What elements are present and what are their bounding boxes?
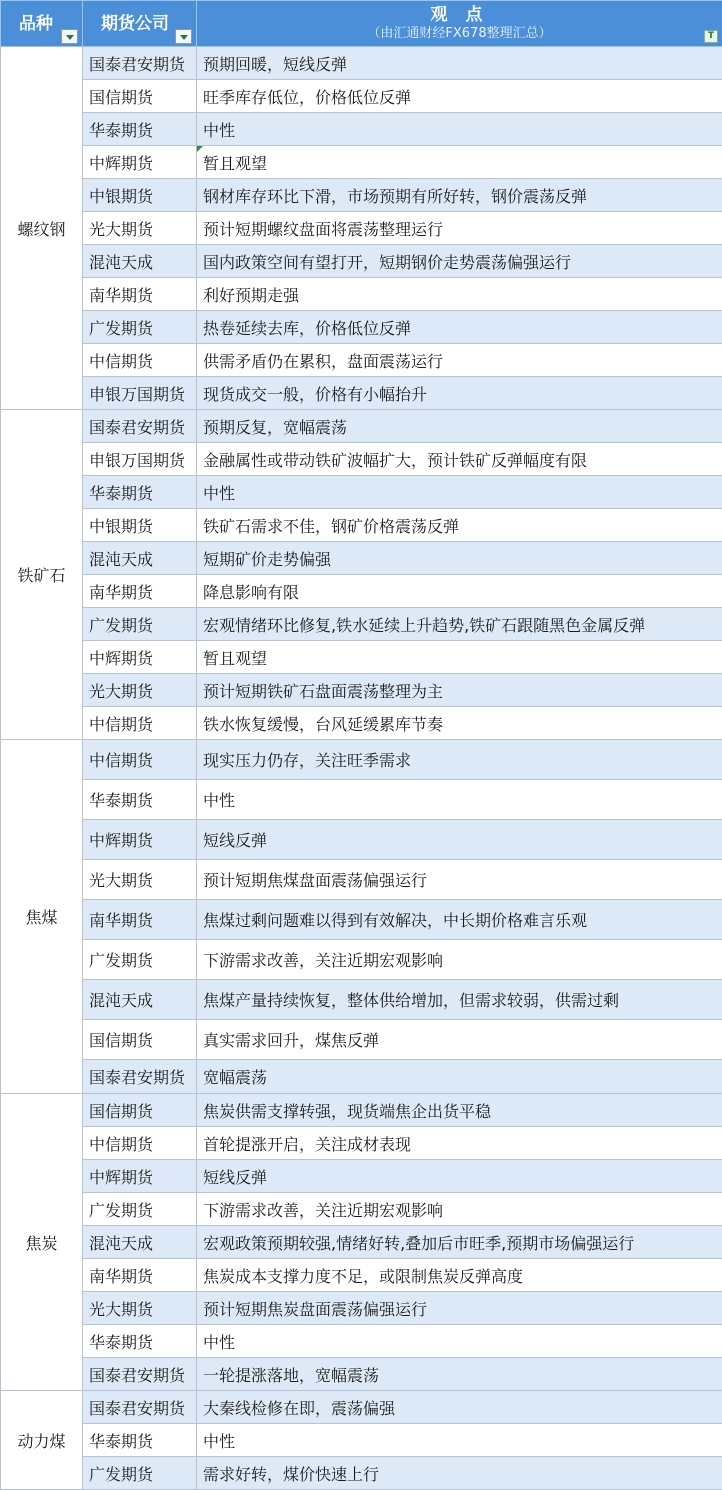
company-cell: 国泰君安期货 — [83, 1391, 197, 1424]
view-cell: 暂且观望 — [197, 641, 722, 674]
view-cell: 短线反弹 — [197, 1160, 722, 1193]
table-row — [1, 377, 722, 410]
table-row — [1, 443, 722, 476]
view-cell: 需求好转，煤价快速上行 — [197, 1457, 722, 1490]
company-cell: 中银期货 — [83, 179, 197, 212]
company-cell: 光大期货 — [83, 212, 197, 245]
company-cell: 国泰君安期货 — [83, 47, 197, 80]
company-cell: 中辉期货 — [83, 820, 197, 860]
company-cell: 国泰君安期货 — [83, 1060, 197, 1094]
view-cell: 现实压力仍存，关注旺季需求 — [197, 740, 722, 780]
header-variety-label: 品种 — [19, 14, 53, 34]
table-row — [1, 1292, 722, 1325]
view-cell: 铁水恢复缓慢，台风延缓累库节奏 — [197, 707, 722, 740]
view-cell: 现货成交一般，价格有小幅抬升 — [197, 377, 722, 410]
company-cell: 申银万国期货 — [83, 377, 197, 410]
company-cell: 申银万国期货 — [83, 443, 197, 476]
view-cell: 下游需求改善，关注近期宏观影响 — [197, 1193, 722, 1226]
filter-dropdown-icon[interactable] — [61, 29, 78, 44]
company-cell: 混沌天成 — [83, 980, 197, 1020]
view-cell: 宏观政策预期较强,情绪好转,叠加后市旺季,预期市场偏强运行 — [197, 1226, 722, 1259]
table-row — [1, 1358, 722, 1391]
table-row — [1, 344, 722, 377]
company-cell: 华泰期货 — [83, 1424, 197, 1457]
table-row — [1, 1160, 722, 1193]
table-row — [1, 113, 722, 146]
table-row — [1, 980, 722, 1020]
table-row — [1, 940, 722, 980]
view-cell: 中性 — [197, 113, 722, 146]
view-cell: 旺季库存低位，价格低位反弹 — [197, 80, 722, 113]
company-cell: 中信期货 — [83, 740, 197, 780]
table-row — [1, 47, 722, 80]
table-row — [1, 179, 722, 212]
view-cell: 中性 — [197, 1325, 722, 1358]
table-row — [1, 900, 722, 940]
view-cell: 国内政策空间有望打开，短期钢价走势震荡偏强运行 — [197, 245, 722, 278]
company-cell: 中信期货 — [83, 344, 197, 377]
view-cell: 一轮提涨落地，宽幅震荡 — [197, 1358, 722, 1391]
view-cell: 中性 — [197, 476, 722, 509]
view-cell: 利好预期走强 — [197, 278, 722, 311]
view-cell: 暂且观望 — [197, 146, 722, 179]
company-cell: 中辉期货 — [83, 641, 197, 674]
view-cell: 焦煤过剩问题难以得到有效解决，中长期价格难言乐观 — [197, 900, 722, 940]
table-row — [1, 1259, 722, 1292]
table-row — [1, 1060, 722, 1094]
table-row — [1, 608, 722, 641]
company-cell: 华泰期货 — [83, 1325, 197, 1358]
view-cell: 宏观情绪环比修复,铁水延续上升趋势,铁矿石跟随黑色金属反弹 — [197, 608, 722, 641]
table-row — [1, 278, 722, 311]
company-cell: 光大期货 — [83, 860, 197, 900]
company-cell: 华泰期货 — [83, 113, 197, 146]
view-cell: 中性 — [197, 780, 722, 820]
table-row — [1, 1325, 722, 1358]
view-cell: 预计短期铁矿石盘面震荡整理为主 — [197, 674, 722, 707]
cell-comment-marker-icon — [197, 146, 203, 152]
company-cell: 国信期货 — [83, 1094, 197, 1127]
company-cell: 光大期货 — [83, 674, 197, 707]
table-row — [1, 740, 722, 780]
company-cell: 国信期货 — [83, 1020, 197, 1060]
company-cell: 光大期货 — [83, 1292, 197, 1325]
table-row — [1, 1391, 722, 1424]
category-cell: 焦煤 — [1, 740, 83, 1094]
company-cell: 中信期货 — [83, 707, 197, 740]
table-row — [1, 1226, 722, 1259]
table-row — [1, 1193, 722, 1226]
table-row — [1, 820, 722, 860]
company-cell: 广发期货 — [83, 608, 197, 641]
view-cell: 预期反复，宽幅震荡 — [197, 410, 722, 443]
view-cell: 降息影响有限 — [197, 575, 722, 608]
table-row — [1, 311, 722, 344]
company-cell: 广发期货 — [83, 311, 197, 344]
filter-dropdown-icon[interactable] — [175, 29, 192, 44]
view-cell: 焦煤产量持续恢复，整体供给增加，但需求较弱，供需过剩 — [197, 980, 722, 1020]
company-cell: 中信期货 — [83, 1127, 197, 1160]
view-cell: 短期矿价走势偏强 — [197, 542, 722, 575]
table-row — [1, 212, 722, 245]
company-cell: 国泰君安期货 — [83, 1358, 197, 1391]
filter-active-icon[interactable]: T — [704, 30, 718, 43]
table-row — [1, 509, 722, 542]
table-row — [1, 780, 722, 820]
table-body — [1, 47, 722, 1490]
table-row — [1, 1424, 722, 1457]
category-cell: 动力煤 — [1, 1391, 83, 1490]
company-cell: 南华期货 — [83, 575, 197, 608]
table-row — [1, 146, 722, 179]
company-cell: 中银期货 — [83, 509, 197, 542]
table-row — [1, 707, 722, 740]
table-row — [1, 674, 722, 707]
header-company — [83, 1, 197, 47]
header-row — [1, 1, 722, 47]
company-cell: 国信期货 — [83, 80, 197, 113]
company-cell: 华泰期货 — [83, 476, 197, 509]
company-cell: 中辉期货 — [83, 146, 197, 179]
view-cell: 中性 — [197, 1424, 722, 1457]
header-view — [197, 1, 722, 47]
category-cell: 焦炭 — [1, 1094, 83, 1391]
view-cell: 金融属性或带动铁矿波幅扩大，预计铁矿反弹幅度有限 — [197, 443, 722, 476]
company-cell: 广发期货 — [83, 940, 197, 980]
header-variety — [1, 1, 83, 47]
company-cell: 广发期货 — [83, 1193, 197, 1226]
company-cell: 南华期货 — [83, 1259, 197, 1292]
table-row — [1, 410, 722, 443]
view-cell: 大秦线检修在即，震荡偏强 — [197, 1391, 722, 1424]
table-row — [1, 575, 722, 608]
view-cell: 焦炭供需支撑转强，现货端焦企出货平稳 — [197, 1094, 722, 1127]
table-row — [1, 542, 722, 575]
company-cell: 混沌天成 — [83, 542, 197, 575]
header-view-title: 观 点 — [197, 4, 722, 26]
table-row — [1, 476, 722, 509]
view-cell: 供需矛盾仍在累积，盘面震荡运行 — [197, 344, 722, 377]
table-row — [1, 80, 722, 113]
table-row — [1, 1020, 722, 1060]
view-cell: 真实需求回升，煤焦反弹 — [197, 1020, 722, 1060]
header-view-subtitle: （由汇通财经FX678整理汇总） — [197, 26, 722, 42]
company-cell: 混沌天成 — [83, 1226, 197, 1259]
view-cell: 预计短期焦炭盘面震荡偏强运行 — [197, 1292, 722, 1325]
table-row — [1, 1457, 722, 1490]
view-cell: 首轮提涨开启，关注成材表现 — [197, 1127, 722, 1160]
view-cell: 宽幅震荡 — [197, 1060, 722, 1094]
company-cell: 南华期货 — [83, 278, 197, 311]
company-cell: 混沌天成 — [83, 245, 197, 278]
view-cell: 钢材库存环比下滑，市场预期有所好转，钢价震荡反弹 — [197, 179, 722, 212]
view-cell: 焦炭成本支撑力度不足，或限制焦炭反弹高度 — [197, 1259, 722, 1292]
category-cell: 铁矿石 — [1, 410, 83, 740]
table-row — [1, 1094, 722, 1127]
company-cell: 中辉期货 — [83, 1160, 197, 1193]
company-cell: 广发期货 — [83, 1457, 197, 1490]
table-row — [1, 1127, 722, 1160]
view-cell: 预期回暖，短线反弹 — [197, 47, 722, 80]
view-cell: 短线反弹 — [197, 820, 722, 860]
company-cell: 南华期货 — [83, 900, 197, 940]
table-row — [1, 245, 722, 278]
view-cell: 热卷延续去库，价格低位反弹 — [197, 311, 722, 344]
table-row — [1, 860, 722, 900]
view-cell: 预计短期焦煤盘面震荡偏强运行 — [197, 860, 722, 900]
header-company-label: 期货公司 — [101, 14, 169, 34]
view-cell: 铁矿石需求不佳，钢矿价格震荡反弹 — [197, 509, 722, 542]
view-cell: 下游需求改善，关注近期宏观影响 — [197, 940, 722, 980]
company-cell: 华泰期货 — [83, 780, 197, 820]
table-row — [1, 641, 722, 674]
view-cell: 预计短期螺纹盘面将震荡整理运行 — [197, 212, 722, 245]
company-cell: 国泰君安期货 — [83, 410, 197, 443]
category-cell: 螺纹钢 — [1, 47, 83, 410]
